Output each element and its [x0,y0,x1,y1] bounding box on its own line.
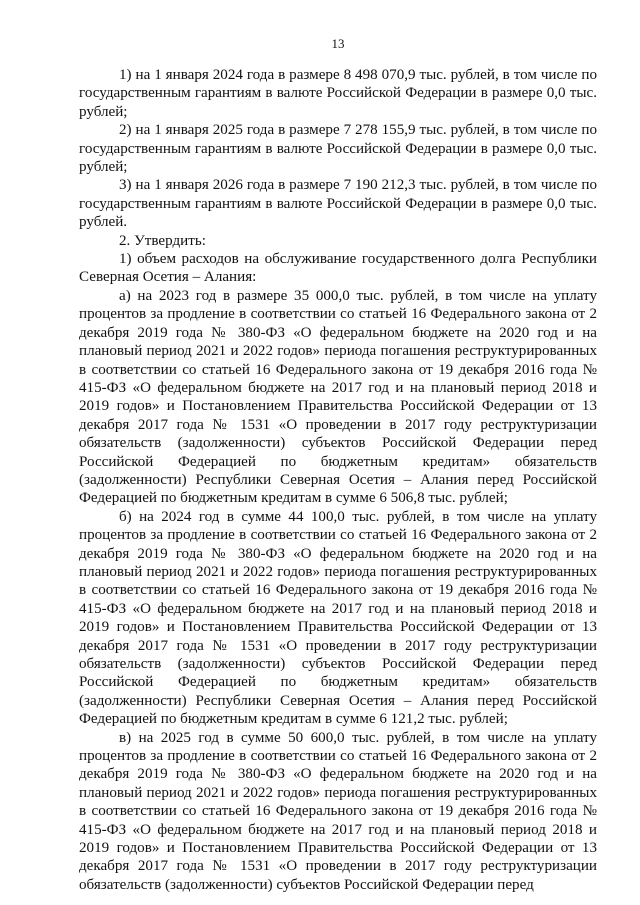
paragraph-expenses-2024: б) на 2024 год в сумме 44 100,0 тыс. рублей, в том числе на уплату процентов за продление в соответствии со статьей 16 Федерального закона от 2 декабря 2019 года № 380-ФЗ «О федеральном бюджете на 2020 год и на плановый период 2021 и 2022 годов» периода погашения реструктурированных в соответствии со статьей 16 Федерального закона от 19 декабря 2016 года № 415-ФЗ «О федеральном бюджете на 2017 год и на плановый период 2018 и 2019 годов» и Постановлением Правительства Российской Федерации от 13 декабря 2017 года № 1531 «О проведении в 2017 году реструктуризации обязательств (задолженности) субъектов Российской Федерации перед Российской Федерацией по бюджетным кредитам» обязательств (задолженности) Республики Северная Осетия – Алания перед Российской Федерацией по бюджетным кредитам в сумме 6 121,2 тыс. рублей; [79,508,597,728]
document-page [79,36,597,894]
paragraph-debt-2025: 2) на 1 января 2025 года в размере 7 278 155,9 тыс. рублей, в том числе по государственным гарантиям в валюте Российской Федерации в размере 0,0 тыс. рублей; [79,122,597,176]
paragraph-expenses-2023: а) на 2023 год в размере 35 000,0 тыс. рублей, в том числе на уплату процентов за продление в соответствии со статьей 16 Федерального закона от 2 декабря 2019 года № 380-ФЗ «О федеральном бюджете на 2020 год и на плановый период 2021 и 2022 годов» периода погашения реструктурированных в соответствии со статьей 16 Федерального закона от 19 декабря 2016 года № 415-ФЗ «О федеральном бюджете на 2017 год и на плановый период 2018 и 2019 годов» и Постановлением Правительства Российской Федерации от 13 декабря 2017 года № 1531 «О проведении в 2017 году реструктуризации обязательств (задолженности) субъектов Российской Федерации перед Российской Федерацией по бюджетным кредитам» обязательств (задолженности) Республики Северная Осетия – Алания перед Российской Федерацией по бюджетным кредитам в сумме 6 506,8 тыс. рублей; [79,287,597,507]
paragraph-expenses-2025: в) на 2025 год в сумме 50 600,0 тыс. рублей, в том числе на уплату процентов за продление в соответствии со статьей 16 Федерального закона от 2 декабря 2019 года № 380-ФЗ «О федеральном бюджете на 2020 год и на плановый период 2021 и 2022 годов» периода погашения реструктурированных в соответствии со статьей 16 Федерального закона от 19 декабря 2016 года № 415-ФЗ «О федеральном бюджете на 2017 год и на плановый период 2018 и 2019 годов» и Постановлением Правительства Российской Федерации от 13 декабря 2017 года № 1531 «О проведении в 2017 году реструктуризации обязательств (задолженности) субъектов Российской Федерации перед [79,729,597,893]
page-number: 13 [331,36,345,51]
paragraph-expenses-intro: 1) объем расходов на обслуживание государственного долга Республики Северная Осетия – Алания: [79,251,597,286]
paragraph-debt-2024: 1) на 1 января 2024 года в размере 8 498 070,9 тыс. рублей, в том числе по государственным гарантиям в валюте Российской Федерации в размере 0,0 тыс. рублей; [79,67,597,120]
paragraph-debt-2026: 3) на 1 января 2026 года в размере 7 190 212,3 тыс. рублей, в том числе по государственным гарантиям в валюте Российской Федерации в размере 0,0 тыс. рублей. [79,177,597,231]
paragraph-approve-heading: 2. Утвердить: [119,232,206,249]
